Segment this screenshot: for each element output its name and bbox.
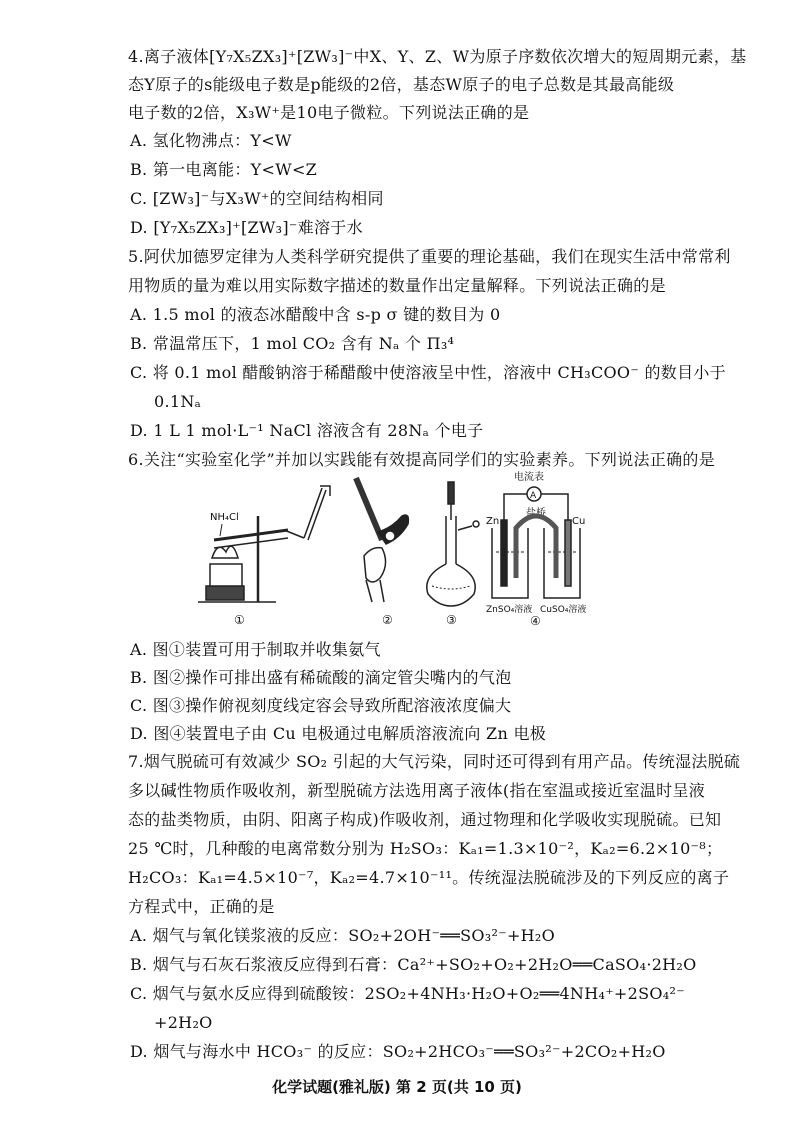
q7-stem-line-4: 25 ℃时，几种酸的电离常数分别为 H₂SO₃：Kₐ₁=1.3×10⁻²，Kₐ₂=6.2×10⁻⁸； bbox=[128, 839, 723, 858]
q4-option-c: C. [ZW₃]⁻与X₃W⁺的空间结构相同 bbox=[130, 189, 384, 208]
nh4cl-label: NH₄Cl bbox=[210, 512, 239, 523]
figure-caption-4: ④ bbox=[530, 614, 541, 628]
apparatus-4-galvanic-cell bbox=[486, 470, 586, 628]
znso4-label: ZnSO₄溶液 bbox=[486, 605, 533, 615]
q6-option-c: C. 图③操作俯视刻度线定容会导致所配溶液浓度偏大 bbox=[130, 696, 512, 715]
cuso4-label: CuSO₄溶液 bbox=[540, 605, 587, 615]
q7-stem-line-3: 态的盐类物质，由阴、阳离子构成)作吸收剂，通过物理和化学吸收实现脱硫。已知 bbox=[128, 810, 722, 829]
figure-caption-1: ① bbox=[234, 613, 245, 627]
apparatus-1-ammonia-prep bbox=[198, 486, 330, 627]
q6-option-d: D. 图④装置电子由 Cu 电极通过电解质溶液流向 Zn 电极 bbox=[130, 724, 547, 743]
zn-electrode-label: Zn bbox=[486, 516, 500, 527]
q7-option-b: B. 烟气与石灰石浆液反应得到石膏：Ca²⁺+SO₂+O₂+2H₂O══CaSO₄·2H₂O bbox=[130, 955, 697, 974]
q7-option-c: C. 烟气与氨水反应得到硫酸铵：2SO₂+4NH₃·H₂O+O₂══4NH₄⁺+2SO₄²⁻ bbox=[130, 984, 685, 1003]
q7-stem-line-2: 多以碱性物质作吸收剂，新型脱硫方法选用离子液体(指在室温或接近室温时呈液 bbox=[128, 781, 706, 800]
q5-stem-line-1: 5.阿伏加德罗定律为人类科学研究提供了重要的理论基础，我们在现实生活中常常利 bbox=[128, 247, 731, 266]
q7-stem-line-5: H₂CO₃：Kₐ₁=4.5×10⁻⁷，Kₐ₂=4.7×10⁻¹¹。传统湿法脱硫涉及的下列反应的离子 bbox=[128, 868, 730, 887]
q5-option-a: A. 1.5 mol 的液态冰醋酸中含 s-p σ 键的数目为 0 bbox=[130, 305, 501, 324]
q7-stem-line-1: 7.烟气脱硫可有效减少 SO₂ 引起的大气污染，同时还可得到有用产品。传统湿法脱硫 bbox=[128, 752, 741, 771]
ammeter-icon: A bbox=[530, 491, 537, 501]
apparatus-2-burette bbox=[356, 478, 408, 627]
q4-option-a: A. 氢化物沸点：Y<W bbox=[130, 131, 292, 150]
q7-option-a: A. 烟气与氧化镁浆液的反应：SO₂+2OH⁻══SO₃²⁻+H₂O bbox=[130, 926, 556, 945]
q4-option-b: B. 第一电离能：Y<W<Z bbox=[130, 160, 318, 179]
q5-option-b: B. 常温常压下，1 mol CO₂ 含有 Nₐ 个 Π₃⁴ bbox=[130, 334, 455, 353]
apparatus-3-volumetric-flask bbox=[427, 482, 479, 627]
figure-caption-3: ③ bbox=[446, 613, 457, 627]
q5-option-c: C. 将 0.1 mol 醋酸钠溶于稀醋酸中使溶液呈中性，溶液中 CH₃COO⁻ 的数目小于 bbox=[130, 363, 726, 382]
ammeter-label: 电流表 bbox=[514, 472, 544, 483]
figure-caption-2: ② bbox=[382, 613, 393, 627]
q5-option-c-continued: 0.1Nₐ bbox=[154, 392, 202, 411]
q5-option-d: D. 1 L 1 mol·L⁻¹ NaCl 溶液含有 28Nₐ 个电子 bbox=[130, 421, 484, 440]
q4-stem-line-1: 4.离子液体[Y₇X₅ZX₃]⁺[ZW₃]⁻中X、Y、Z、W为原子序数依次增大的短周期元素，基 bbox=[128, 47, 747, 66]
q6-stem-line-1: 6.关注“实验室化学”并加以实践能有效提高同学们的实验素养。下列说法正确的是 bbox=[128, 450, 716, 469]
q4-stem-line-3: 电子数的2倍，X₃W⁺是10电子微粒。下列说法正确的是 bbox=[128, 103, 530, 122]
page-footer: 化学试题(雅礼版) 第 2 页(共 10 页) bbox=[272, 1078, 522, 1096]
q6-option-a: A. 图①装置可用于制取并收集氨气 bbox=[130, 640, 381, 659]
experiment-figure bbox=[196, 468, 626, 628]
q7-option-d: D. 烟气与海水中 HCO₃⁻ 的反应：SO₂+2HCO₃⁻══SO₃²⁻+2CO₂+H₂O bbox=[130, 1042, 666, 1061]
salt-bridge-label: 盐桥 bbox=[526, 508, 546, 519]
q5-stem-line-2: 用物质的量为难以用实际数字描述的数量作出定量解释。下列说法正确的是 bbox=[128, 276, 666, 295]
q6-option-b: B. 图②操作可排出盛有稀硫酸的滴定管尖嘴内的气泡 bbox=[130, 668, 512, 687]
q4-stem-line-2: 态Y原子的s能级电子数是p能级的2倍，基态W原子的电子总数是其最高能级 bbox=[128, 75, 675, 94]
q4-option-d: D. [Y₇X₅ZX₃]⁺[ZW₃]⁻难溶于水 bbox=[130, 218, 363, 237]
q7-option-c-continued: +2H₂O bbox=[154, 1013, 213, 1032]
q7-stem-line-6: 方程式中，正确的是 bbox=[128, 897, 275, 916]
cu-electrode-label: Cu bbox=[572, 516, 586, 527]
